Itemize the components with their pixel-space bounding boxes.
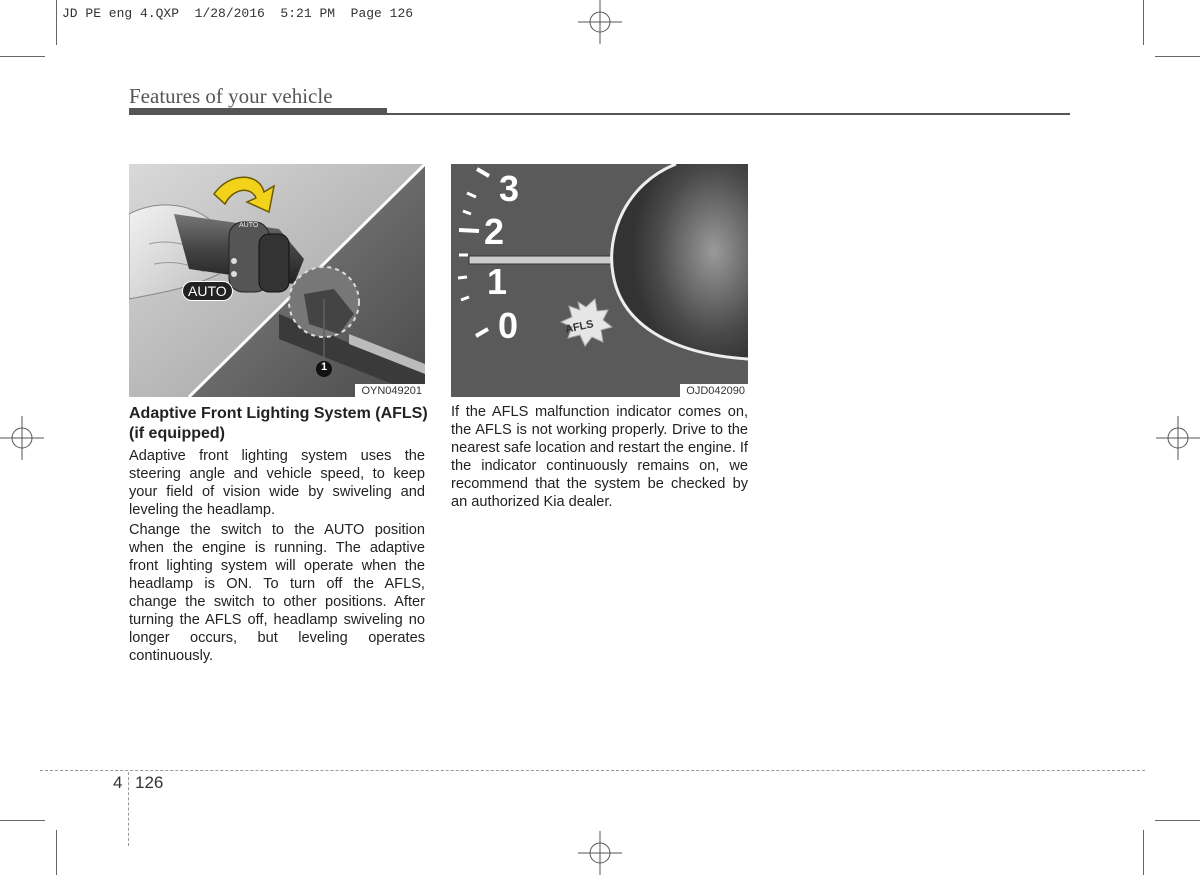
print-slug: JD PE eng 4.QXP 1/28/2016 5:21 PM Page 126 (62, 6, 414, 21)
header-rule (387, 113, 1070, 115)
crop-mark (56, 830, 57, 875)
registration-mark-icon (1156, 416, 1200, 460)
registration-mark-icon (578, 0, 622, 44)
figure-afls-switch (129, 164, 425, 397)
crop-mark (1155, 820, 1200, 821)
callout-number: 1 (320, 361, 328, 373)
page-number: 126 (135, 773, 164, 792)
gauge-number-1: 1 (487, 261, 508, 302)
steering-lever-illustration (129, 164, 425, 397)
body-paragraph: If the AFLS malfunction indicator comes on, the AFLS is not working properly. Drive to the nearest safe location and restart the engine. If the indicator continuously remains on, we recommend that the system be checked by an authorized Kia dealer. (451, 404, 748, 510)
crop-mark (1143, 0, 1144, 45)
section-heading: Adaptive Front Lighting System (AFLS) (if equipped) (129, 405, 428, 442)
body-paragraph: Adaptive front lighting system uses the steering angle and vehicle speed, to keep your field of vision wide by swiveling and leveling the headlamp. (129, 448, 425, 518)
figure-code: OYN049201 (355, 384, 425, 397)
gauge-number-3: 3 (499, 168, 520, 209)
header-rule-accent (129, 108, 387, 115)
crop-mark (1143, 830, 1144, 875)
registration-mark-icon (0, 416, 44, 460)
crop-mark (1155, 56, 1200, 57)
footer-rule (40, 770, 1145, 771)
body-paragraph: Change the switch to the AUTO position when the engine is running. The adaptive front lighting system will operate when the headlamp is ON. To turn off the AFLS, change the switch to other positions. After turning the AFLS off, headlamp swiveling no longer occurs, but leveling operates continuously. (129, 522, 425, 664)
crop-mark (0, 820, 45, 821)
crop-mark (56, 0, 57, 45)
auto-label-badge: AUTO (182, 281, 233, 301)
gauge-number-0: 0 (498, 305, 519, 346)
figure-code: OJD042090 (680, 384, 748, 397)
page-header-title: Features of your vehicle (129, 84, 333, 108)
registration-mark-icon (578, 831, 622, 875)
figure-afls-indicator (451, 164, 748, 397)
crop-mark (0, 56, 45, 57)
afls-indicator-label: AFLS (564, 318, 595, 336)
gauge-number-2: 2 (484, 211, 505, 252)
lever-auto-mark: AUTO (239, 222, 259, 229)
chapter-number: 4 (113, 773, 123, 792)
footer-divider (128, 772, 129, 846)
